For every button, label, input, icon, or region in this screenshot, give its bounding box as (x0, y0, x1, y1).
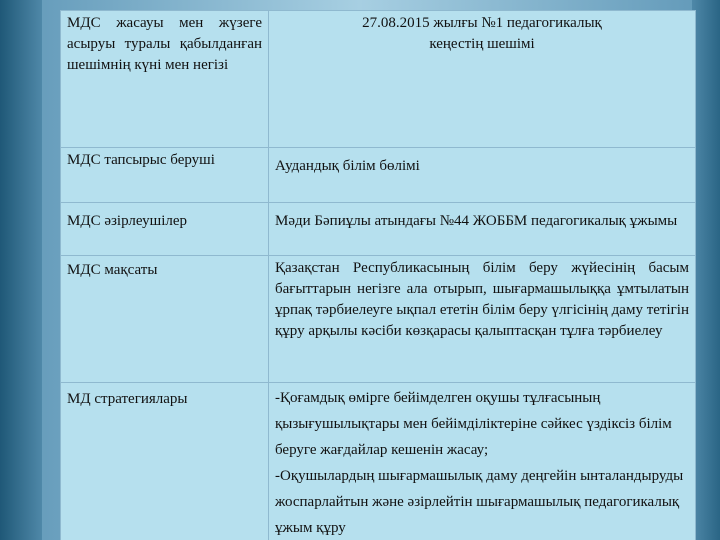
info-table (60, 10, 696, 540)
table-row-strategies (61, 383, 696, 540)
developers-label: МДС әзірлеушілер (61, 203, 269, 256)
table-row-decision (61, 11, 696, 148)
customer-label: МДС тапсырыс беруші (61, 148, 269, 203)
decision-value-line2: кеңестің шешімі (429, 36, 535, 52)
table-row-developers (61, 203, 696, 256)
strategy-item: -Қоғамдық өмірге бейімделген оқушы тұлғасының қызығушылықтары мен бейімділіктеріне сәйкес үздіксіз білім беруге жағдайлар кешенін жасау; (275, 390, 672, 458)
table-row-customer (61, 148, 696, 203)
strategies-value (269, 383, 696, 540)
goal-value: Қазақстан Республикасының білім беру жүйесінің басым бағыттарын негізге ала отырып, шығармашылыққа ұмтылатын ұрпақ тәрбиелеуге ықпал ететін білім беру үлгісінің даму тетігін құру арқылы кәсіби көзқарасы қалыптасқан тұлға тәрбиелеу (269, 256, 696, 383)
customer-value: Аудандық білім бөлімі (269, 148, 696, 203)
decision-label: МДС жасауы мен жүзеге асыруы туралы қабылданған шешімнің күні мен негізі (61, 11, 269, 148)
strategy-item: -Оқушылардың шығармашылық даму деңгейін ынталандыруды жоспарлайтын және әзірлейтін шығармашылық педагогикалық ұжым құру (275, 468, 684, 536)
goal-label: МДС мақсаты (61, 256, 269, 383)
table-row-goal (61, 256, 696, 383)
strategies-label: МД стратегиялары (61, 383, 269, 540)
developers-value: Мәди Бәпиұлы атындағы №44 ЖОББМ педагогикалық ұжымы (269, 203, 696, 256)
decision-value (269, 11, 696, 148)
decision-value-line1: 27.08.2015 жылғы №1 педагогикалық (362, 15, 602, 31)
